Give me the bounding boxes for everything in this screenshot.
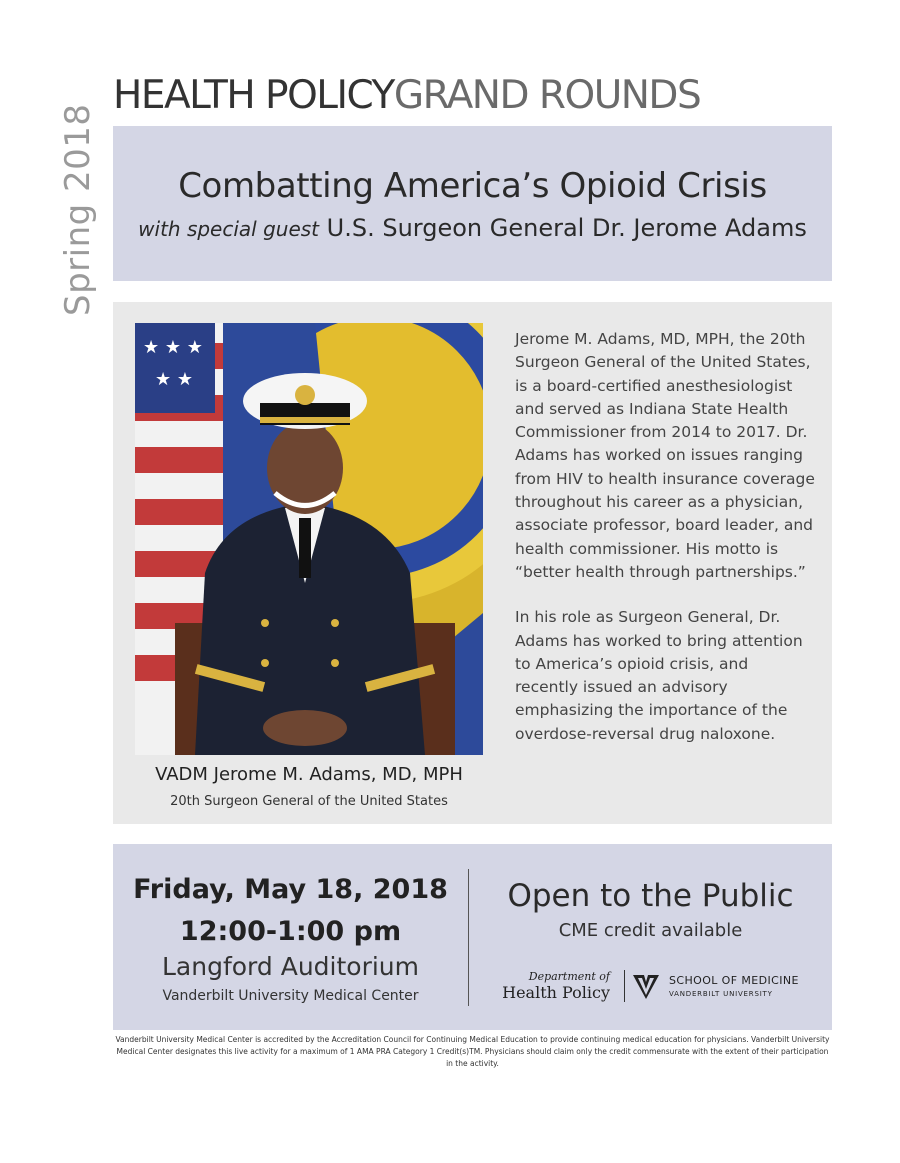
- speaker-role: 20th Surgeon General of the United States: [170, 794, 448, 809]
- speaker-name: VADM Jerome M. Adams, MD, MPH: [155, 764, 463, 785]
- info-band: [113, 844, 832, 1030]
- svg-text:★ ★ ★: ★ ★ ★: [143, 337, 203, 358]
- series-title-light: GRAND ROUNDS: [393, 73, 701, 118]
- subtitle-prefix: with special guest: [138, 217, 320, 241]
- subtitle-guest: U.S. Surgeon General Dr. Jerome Adams: [319, 214, 807, 242]
- event-date: Friday, May 18, 2018: [133, 874, 448, 905]
- season-label: Spring 2018: [58, 103, 98, 316]
- event-title: Combatting America’s Opioid Crisis: [178, 166, 767, 206]
- dept-logo-big: Health Policy: [502, 983, 610, 1002]
- vanderbilt-v-icon: [632, 972, 660, 1004]
- event-venue: Langford Auditorium: [162, 952, 419, 981]
- dept-logo-small: Department of: [528, 970, 610, 983]
- access-label: Open to the Public: [507, 878, 794, 914]
- bio-paragraph-1: Jerome M. Adams, MD, MPH, the 20th Surgeon General of the United States, is a board-certified anesthesiologist and served as Indiana State Health Commissioner from 2014 to 2017. Dr. Adams has worked on issues ranging from HIV to health insurance coverage throughout his career as a physician, associate professor, board leader, and health commissioner. His motto is “better health through partnerships.”: [515, 330, 815, 581]
- bio-paragraph-2: In his role as Surgeon General, Dr. Adams has worked to bring attention to America’s opioid crisis, and recently issued an advisory emphasizing the importance of the overdose-reversal drug naloxone.: [515, 608, 803, 743]
- cme-label: CME credit available: [558, 920, 743, 941]
- venue-organization: Vanderbilt University Medical Center: [162, 988, 419, 1004]
- bio-panel: [113, 302, 832, 824]
- logo-divider: [624, 970, 625, 1002]
- title-band: [113, 126, 832, 281]
- school-logo-text: SCHOOL OF MEDICINE: [669, 974, 799, 987]
- event-time: 12:00-1:00 pm: [179, 916, 402, 947]
- university-logo-text: VANDERBILT UNIVERSITY: [669, 990, 773, 998]
- series-title-strong: HEALTH POLICY: [113, 73, 394, 118]
- speaker-bio: [515, 328, 815, 768]
- speaker-photo: [135, 323, 483, 755]
- series-title: [113, 72, 700, 120]
- event-subtitle: [113, 214, 832, 242]
- svg-text:★ ★: ★ ★: [155, 369, 193, 390]
- cme-disclaimer: Vanderbilt University Medical Center is accredited by the Accreditation Council for Continuing Medical Education to provide continuing medical education for physicians. Vanderbilt University Medical Center designates this live activity for a maximum of 1 AMA PRA Category 1 Credit(s)TM. Physicians should claim only the credit commensurate with the extent of their participation in the activity.: [115, 1035, 830, 1068]
